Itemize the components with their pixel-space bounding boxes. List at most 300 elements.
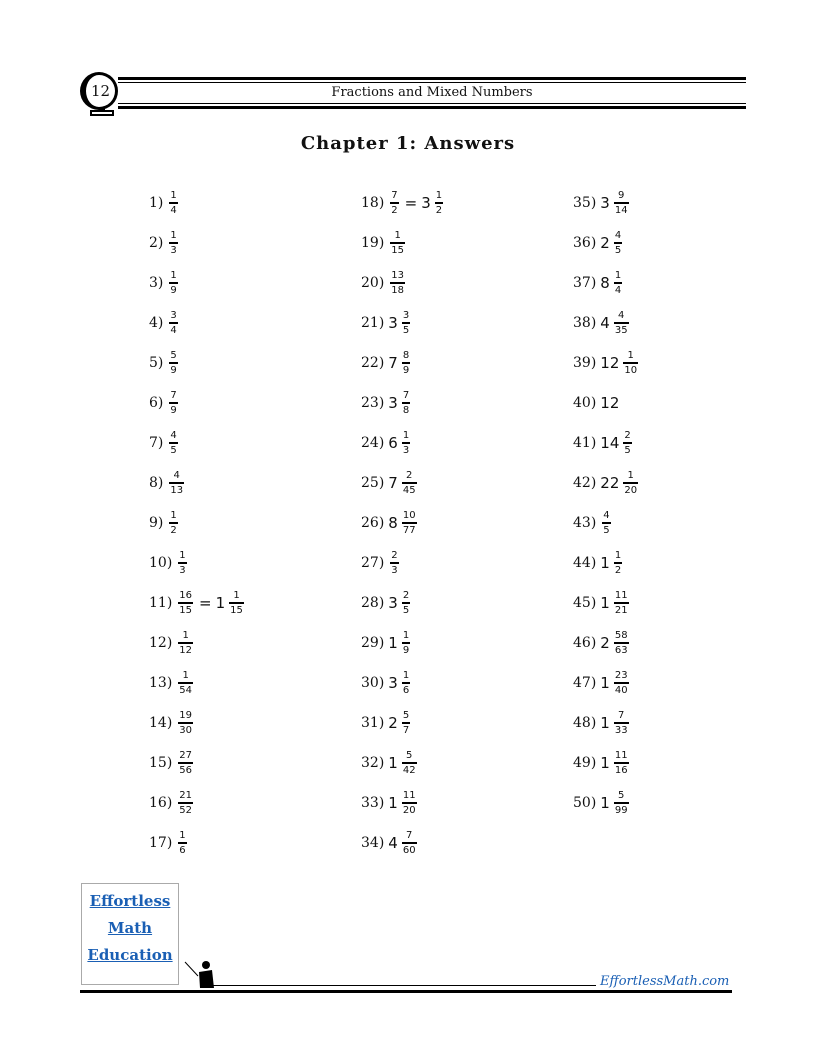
answer-number: 42) bbox=[573, 475, 597, 491]
numerator: 23 bbox=[614, 670, 628, 681]
fraction bbox=[402, 790, 417, 816]
whole-number: 1 bbox=[600, 714, 610, 732]
numerator: 21 bbox=[179, 790, 193, 801]
numerator: 1 bbox=[182, 630, 189, 641]
whole-number: 1 bbox=[600, 674, 610, 692]
numerator: 5 bbox=[618, 790, 625, 801]
fraction-bar bbox=[614, 682, 629, 684]
answer-item bbox=[361, 743, 419, 783]
answer-item bbox=[361, 503, 419, 543]
denominator: 60 bbox=[402, 845, 416, 856]
answer-number: 5) bbox=[149, 355, 164, 371]
fraction bbox=[402, 470, 417, 496]
answer-item bbox=[361, 663, 412, 703]
denominator: 5 bbox=[603, 525, 610, 536]
denominator: 9 bbox=[170, 405, 177, 416]
denominator: 77 bbox=[402, 525, 416, 536]
fraction-bar bbox=[614, 722, 629, 724]
whole-number: 6 bbox=[388, 434, 398, 452]
denominator: 35 bbox=[614, 325, 628, 336]
fraction-bar bbox=[614, 642, 629, 644]
fraction bbox=[614, 190, 629, 216]
fraction bbox=[402, 710, 410, 736]
numerator: 1 bbox=[614, 270, 622, 281]
answer-number: 35) bbox=[573, 195, 597, 211]
answer-number: 17) bbox=[149, 835, 173, 851]
fraction bbox=[390, 230, 405, 256]
numerator: 11 bbox=[614, 750, 628, 761]
whole-number: 3 bbox=[388, 314, 398, 332]
fraction bbox=[178, 670, 193, 696]
answer-item bbox=[573, 743, 631, 783]
denominator: 15 bbox=[391, 245, 405, 256]
fraction-bar bbox=[390, 562, 398, 564]
numerator: 1 bbox=[233, 590, 240, 601]
numerator: 58 bbox=[614, 630, 628, 641]
fraction bbox=[169, 190, 177, 216]
whole-number: 7 bbox=[388, 354, 398, 372]
answer-number: 24) bbox=[361, 435, 385, 451]
answer-item bbox=[573, 583, 631, 623]
fraction-bar bbox=[169, 522, 177, 524]
answer-item bbox=[149, 383, 180, 423]
numerator: 2 bbox=[406, 470, 413, 481]
answer-item bbox=[573, 423, 634, 463]
answer-item bbox=[573, 263, 624, 303]
fraction-bar bbox=[402, 602, 410, 604]
fraction-bar bbox=[614, 762, 629, 764]
answer-number: 37) bbox=[573, 275, 597, 291]
denominator: 20 bbox=[402, 805, 416, 816]
fraction bbox=[169, 310, 177, 336]
denominator: 4 bbox=[614, 285, 622, 296]
fraction bbox=[614, 630, 629, 656]
fraction bbox=[623, 430, 631, 456]
answer-item bbox=[573, 623, 631, 663]
answer-item bbox=[361, 703, 412, 743]
fraction bbox=[402, 750, 417, 776]
answer-item bbox=[361, 383, 412, 423]
numerator: 11 bbox=[402, 790, 416, 801]
whole-number: 3 bbox=[421, 194, 431, 212]
answer-item bbox=[361, 263, 407, 303]
answer-item bbox=[149, 623, 195, 663]
answer-item bbox=[573, 383, 621, 423]
numerator: 4 bbox=[618, 310, 625, 321]
answer-number: 40) bbox=[573, 395, 597, 411]
numerator: 1 bbox=[179, 830, 186, 841]
whole-number: 1 bbox=[600, 794, 610, 812]
denominator: 5 bbox=[624, 445, 631, 456]
answer-number: 18) bbox=[361, 195, 385, 211]
fraction-bar bbox=[602, 522, 610, 524]
numerator: 4 bbox=[173, 470, 180, 481]
logo-line-1[interactable]: Effortless bbox=[89, 892, 171, 910]
answer-item bbox=[149, 303, 180, 343]
footer-site-link[interactable]: EffortlessMath.com bbox=[600, 974, 730, 989]
fraction-bar bbox=[390, 282, 405, 284]
numerator: 7 bbox=[170, 390, 177, 401]
fraction-bar bbox=[402, 362, 410, 364]
answer-number: 41) bbox=[573, 435, 597, 451]
fraction bbox=[178, 590, 193, 616]
answer-number: 48) bbox=[573, 715, 597, 731]
denominator: 54 bbox=[179, 685, 193, 696]
whole-number: 1 bbox=[388, 794, 398, 812]
answer-item bbox=[149, 223, 180, 263]
fraction-bar bbox=[614, 802, 629, 804]
fraction bbox=[614, 230, 622, 256]
header-rule bbox=[118, 106, 746, 109]
denominator: 13 bbox=[170, 485, 184, 496]
answer-item bbox=[149, 783, 195, 823]
answer-item bbox=[361, 583, 412, 623]
answer-number: 47) bbox=[573, 675, 597, 691]
answer-item bbox=[361, 463, 419, 503]
numerator: 1 bbox=[402, 630, 410, 641]
header-title: Fractions and Mixed Numbers bbox=[331, 85, 533, 100]
fraction-bar bbox=[402, 682, 410, 684]
numerator: 4 bbox=[603, 510, 610, 521]
denominator: 7 bbox=[402, 725, 410, 736]
fraction-bar bbox=[614, 202, 629, 204]
fraction bbox=[402, 310, 410, 336]
fraction bbox=[169, 270, 177, 296]
answer-number: 28) bbox=[361, 595, 385, 611]
numerator: 2 bbox=[402, 590, 410, 601]
fraction-bar bbox=[178, 802, 193, 804]
fraction-bar bbox=[169, 442, 177, 444]
fraction bbox=[435, 190, 443, 216]
page-header bbox=[78, 70, 746, 120]
denominator: 6 bbox=[402, 685, 410, 696]
fraction-bar bbox=[178, 602, 193, 604]
answer-item bbox=[149, 343, 180, 383]
whole-number: 1 bbox=[215, 594, 226, 612]
fraction bbox=[169, 390, 177, 416]
whole-number: 12 bbox=[600, 354, 620, 372]
denominator: 12 bbox=[179, 645, 193, 656]
denominator: 14 bbox=[614, 205, 628, 216]
answer-number: 1) bbox=[149, 195, 164, 211]
denominator: 9 bbox=[170, 285, 177, 296]
fraction-bar bbox=[623, 362, 638, 364]
answer-number: 32) bbox=[361, 755, 385, 771]
answer-item bbox=[573, 343, 640, 383]
answer-item bbox=[361, 343, 412, 383]
answer-item bbox=[573, 783, 631, 823]
equals-sign: = bbox=[199, 594, 212, 612]
fraction-bar bbox=[623, 482, 638, 484]
fraction bbox=[390, 550, 398, 576]
denominator: 21 bbox=[614, 605, 628, 616]
numerator: 7 bbox=[391, 190, 398, 201]
logo-line-2[interactable]: Math bbox=[107, 919, 153, 937]
fraction bbox=[178, 550, 186, 576]
fraction bbox=[402, 830, 417, 856]
denominator: 3 bbox=[402, 445, 410, 456]
answer-number: 19) bbox=[361, 235, 385, 251]
fraction bbox=[614, 750, 629, 776]
fraction-bar bbox=[169, 202, 177, 204]
denominator: 4 bbox=[170, 325, 177, 336]
fraction-bar bbox=[169, 402, 177, 404]
whole-number: 1 bbox=[388, 754, 398, 772]
fraction bbox=[623, 470, 638, 496]
fraction bbox=[623, 350, 638, 376]
fraction bbox=[169, 430, 177, 456]
fraction-bar bbox=[178, 722, 193, 724]
whole-number: 1 bbox=[388, 634, 398, 652]
answer-item bbox=[149, 663, 195, 703]
fraction bbox=[229, 590, 244, 616]
denominator: 15 bbox=[179, 605, 193, 616]
answer-item bbox=[573, 183, 631, 223]
denominator: 2 bbox=[391, 205, 398, 216]
answer-number: 21) bbox=[361, 315, 385, 331]
fraction-bar bbox=[169, 322, 177, 324]
answer-number: 26) bbox=[361, 515, 385, 531]
fraction-bar bbox=[178, 562, 186, 564]
numerator: 7 bbox=[406, 830, 413, 841]
numerator: 3 bbox=[402, 310, 410, 321]
answer-number: 34) bbox=[361, 835, 385, 851]
page-number-badge: 12 bbox=[80, 72, 118, 110]
fraction-bar bbox=[169, 482, 184, 484]
answer-number: 12) bbox=[149, 635, 173, 651]
numerator: 7 bbox=[402, 390, 410, 401]
fraction-bar bbox=[402, 842, 417, 844]
answer-number: 15) bbox=[149, 755, 173, 771]
logo-line-3[interactable]: Education bbox=[87, 946, 173, 964]
answer-number: 29) bbox=[361, 635, 385, 651]
answer-item bbox=[149, 743, 195, 783]
numerator: 11 bbox=[614, 590, 628, 601]
denominator: 16 bbox=[614, 765, 628, 776]
answer-item bbox=[149, 703, 195, 743]
numerator: 1 bbox=[614, 550, 622, 561]
numerator: 3 bbox=[170, 310, 177, 321]
fraction-bar bbox=[402, 722, 410, 724]
whole-number: 2 bbox=[600, 234, 610, 252]
answer-item bbox=[573, 503, 613, 543]
denominator: 2 bbox=[170, 525, 177, 536]
answer-number: 7) bbox=[149, 435, 164, 451]
numerator: 4 bbox=[614, 230, 622, 241]
denominator: 5 bbox=[614, 245, 622, 256]
numerator: 16 bbox=[179, 590, 193, 601]
footer-rule-thick bbox=[80, 990, 732, 993]
denominator: 45 bbox=[402, 485, 416, 496]
fraction bbox=[390, 270, 405, 296]
numerator: 13 bbox=[391, 270, 405, 281]
fraction-bar bbox=[169, 362, 177, 364]
numerator: 5 bbox=[170, 350, 177, 361]
whole-number: 3 bbox=[388, 394, 398, 412]
fraction bbox=[402, 510, 417, 536]
equals-sign: = bbox=[404, 194, 418, 212]
answer-number: 10) bbox=[149, 555, 173, 571]
answer-item bbox=[149, 583, 246, 623]
fraction bbox=[169, 470, 184, 496]
denominator: 42 bbox=[402, 765, 416, 776]
fraction bbox=[402, 630, 410, 656]
answer-item bbox=[149, 543, 189, 583]
fraction bbox=[390, 190, 398, 216]
whole-number: 14 bbox=[600, 434, 620, 452]
denominator: 63 bbox=[614, 645, 628, 656]
answer-item bbox=[361, 623, 412, 663]
answer-item bbox=[573, 663, 631, 703]
fraction bbox=[402, 390, 410, 416]
fraction-bar bbox=[169, 242, 177, 244]
denominator: 5 bbox=[402, 325, 410, 336]
fraction-bar bbox=[402, 322, 410, 324]
answer-number: 46) bbox=[573, 635, 597, 651]
fraction bbox=[402, 590, 410, 616]
answer-number: 13) bbox=[149, 675, 173, 691]
denominator: 5 bbox=[170, 445, 177, 456]
fraction bbox=[614, 670, 629, 696]
fraction bbox=[614, 310, 629, 336]
answer-number: 50) bbox=[573, 795, 597, 811]
answer-item bbox=[149, 823, 189, 863]
answer-item bbox=[361, 223, 407, 263]
fraction-bar bbox=[614, 282, 622, 284]
denominator: 8 bbox=[402, 405, 410, 416]
header-rule bbox=[118, 103, 746, 104]
fraction-bar bbox=[402, 642, 410, 644]
whole-number: 2 bbox=[600, 634, 610, 652]
whole-number: 8 bbox=[600, 274, 610, 292]
answer-number: 14) bbox=[149, 715, 173, 731]
denominator: 9 bbox=[402, 365, 410, 376]
effortless-math-logo bbox=[81, 883, 179, 985]
numerator: 1 bbox=[402, 670, 410, 681]
answer-number: 45) bbox=[573, 595, 597, 611]
whole-number: 7 bbox=[388, 474, 398, 492]
fraction-bar bbox=[390, 242, 405, 244]
answer-number: 23) bbox=[361, 395, 385, 411]
denominator: 99 bbox=[614, 805, 628, 816]
answer-item bbox=[573, 463, 640, 503]
numerator: 19 bbox=[179, 710, 193, 721]
fraction-bar bbox=[402, 482, 417, 484]
fraction-bar bbox=[178, 642, 193, 644]
whole-number: 2 bbox=[388, 714, 398, 732]
numerator: 4 bbox=[170, 430, 177, 441]
answer-number: 30) bbox=[361, 675, 385, 691]
fraction-bar bbox=[390, 202, 398, 204]
fraction-bar bbox=[402, 522, 417, 524]
answer-number: 39) bbox=[573, 355, 597, 371]
fraction bbox=[178, 750, 193, 776]
whole-number: 1 bbox=[600, 594, 610, 612]
fraction-bar bbox=[614, 322, 629, 324]
numerator: 2 bbox=[624, 430, 631, 441]
denominator: 9 bbox=[402, 645, 410, 656]
answer-number: 49) bbox=[573, 755, 597, 771]
numerator: 9 bbox=[618, 190, 625, 201]
answer-number: 22) bbox=[361, 355, 385, 371]
fraction-bar bbox=[402, 762, 417, 764]
whole-number: 3 bbox=[388, 674, 398, 692]
fraction bbox=[614, 550, 622, 576]
denominator: 3 bbox=[179, 565, 186, 576]
fraction bbox=[402, 350, 410, 376]
numerator: 5 bbox=[406, 750, 413, 761]
teacher-icon bbox=[184, 958, 218, 988]
answer-item bbox=[573, 703, 631, 743]
denominator: 20 bbox=[624, 485, 638, 496]
answer-item bbox=[573, 223, 624, 263]
fraction bbox=[614, 270, 622, 296]
denominator: 2 bbox=[614, 565, 622, 576]
fraction-bar bbox=[402, 802, 417, 804]
fraction bbox=[614, 590, 629, 616]
fraction-bar bbox=[623, 442, 631, 444]
fraction-bar bbox=[178, 842, 186, 844]
answer-item bbox=[149, 463, 186, 503]
denominator: 5 bbox=[402, 605, 410, 616]
denominator: 15 bbox=[230, 605, 243, 616]
numerator: 1 bbox=[170, 270, 177, 281]
denominator: 30 bbox=[179, 725, 193, 736]
answer-item bbox=[573, 303, 631, 343]
numerator: 1 bbox=[179, 550, 186, 561]
denominator: 33 bbox=[614, 725, 628, 736]
fraction bbox=[602, 510, 610, 536]
denominator: 56 bbox=[179, 765, 193, 776]
answer-number: 9) bbox=[149, 515, 164, 531]
numerator: 1 bbox=[402, 430, 410, 441]
globe-base-icon bbox=[90, 110, 114, 116]
answer-item bbox=[361, 823, 419, 863]
whole-number: 3 bbox=[388, 594, 398, 612]
answer-item bbox=[361, 183, 445, 223]
fraction-bar bbox=[229, 602, 244, 604]
whole-number: 22 bbox=[600, 474, 620, 492]
answer-number: 2) bbox=[149, 235, 164, 251]
fraction bbox=[178, 790, 193, 816]
fraction-bar bbox=[614, 242, 622, 244]
denominator: 3 bbox=[170, 245, 177, 256]
denominator: 4 bbox=[170, 205, 177, 216]
answer-number: 3) bbox=[149, 275, 164, 291]
answer-item bbox=[361, 543, 401, 583]
fraction bbox=[178, 630, 193, 656]
numerator: 10 bbox=[402, 510, 416, 521]
numerator: 1 bbox=[435, 190, 443, 201]
fraction bbox=[614, 790, 629, 816]
answer-item bbox=[149, 423, 180, 463]
fraction bbox=[614, 710, 629, 736]
denominator: 3 bbox=[391, 565, 398, 576]
denominator: 18 bbox=[391, 285, 405, 296]
whole-number: 4 bbox=[388, 834, 398, 852]
numerator: 1 bbox=[170, 510, 177, 521]
fraction-bar bbox=[402, 442, 410, 444]
fraction bbox=[169, 230, 177, 256]
denominator: 40 bbox=[614, 685, 628, 696]
answer-item bbox=[149, 503, 180, 543]
answer-number: 6) bbox=[149, 395, 164, 411]
answer-number: 8) bbox=[149, 475, 164, 491]
numerator: 1 bbox=[627, 470, 634, 481]
fraction-bar bbox=[435, 202, 443, 204]
whole-number: 3 bbox=[600, 194, 610, 212]
whole-number: 8 bbox=[388, 514, 398, 532]
